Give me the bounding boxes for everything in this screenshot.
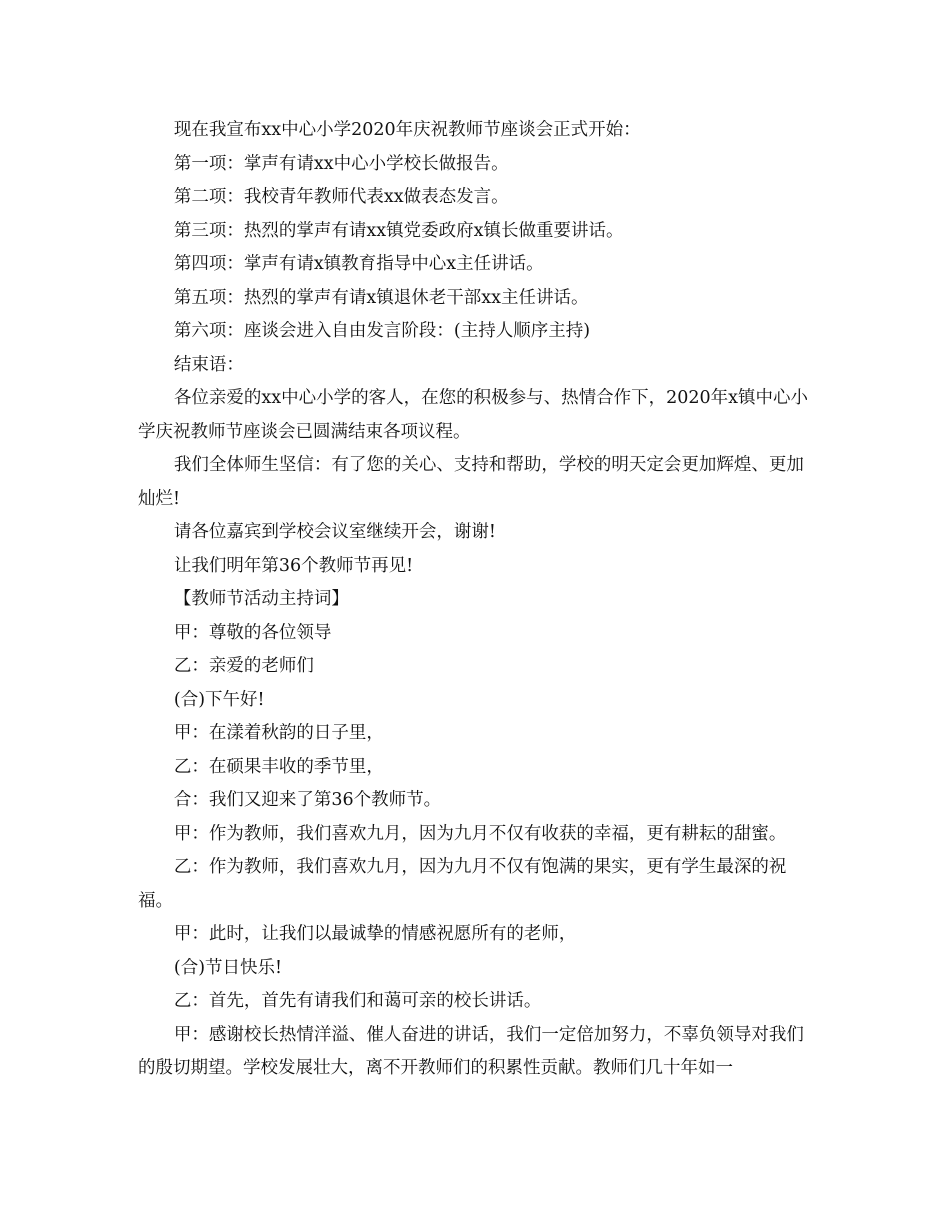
- paragraph-item-4: 第四项：掌声有请x镇教育指导中心x主任讲话。: [173, 254, 544, 274]
- dialogue-line: 乙：亲爱的老师们: [173, 656, 314, 676]
- dialogue-line: 甲：在漾着秋韵的日子里，: [173, 723, 384, 743]
- dialogue-line: 合：我们又迎来了第36个教师节。: [173, 790, 442, 810]
- dialogue-line: 乙：作为教师，我们喜欢九月，因为九月不仅有饱满的果实，更有学生最深的祝福。: [138, 857, 787, 911]
- paragraph-opening: 现在我宣布xx中心小学2020年庆祝教师节座谈会正式开始：: [173, 120, 641, 140]
- dialogue-line: 乙：在硕果丰收的季节里，: [173, 756, 384, 777]
- dialogue-line: 甲：此时，让我们以最诚挚的情感祝愿所有的老师，: [173, 924, 577, 944]
- paragraph-closing-guests: 各位亲爱的xx中心小学的客人，在您的积极参与、热情合作下，2020年x镇中心小学庆祝教师节座谈会已圆满结束各项议程。: [138, 388, 809, 442]
- paragraph-item-2: 第二项：我校青年教师代表xx做表态发言。: [173, 187, 509, 207]
- dialogue-line: 乙：首先，首先有请我们和蔼可亲的校长讲话。: [173, 991, 542, 1011]
- paragraph-item-6: 第六项：座谈会进入自由发言阶段：(主持人顺序主持): [173, 321, 591, 341]
- dialogue-line: (合)下午好!: [173, 689, 265, 710]
- section-heading: 【教师节活动主持词】: [173, 589, 349, 609]
- dialogue-line: 甲：感谢校长热情洋溢、催人奋进的讲话，我们一定倍加努力，不辜负领导对我们的殷切期望。学校发展壮大，离不开教师们的积累性贡献。教师们几十年如一: [138, 1024, 804, 1078]
- paragraph-item-3: 第三项：热烈的掌声有请xx镇党委政府x镇长做重要讲话。: [173, 220, 624, 241]
- paragraph-closing-invite: 请各位嘉宾到学校会议室继续开会，谢谢!: [173, 522, 496, 542]
- document-body: [138, 114, 818, 1086]
- dialogue-line: (合)节日快乐!: [173, 957, 283, 978]
- paragraph-closing-farewell: 让我们明年第36个教师节再见!: [173, 555, 414, 576]
- dialogue-line: 甲：尊敬的各位领导: [173, 622, 332, 643]
- paragraph-closing-belief: 我们全体师生坚信：有了您的关心、支持和帮助，学校的明天定会更加辉煌、更加灿烂!: [138, 455, 804, 509]
- paragraph-closing-heading: 结束语：: [173, 354, 244, 375]
- paragraph-item-5: 第五项：热烈的掌声有请x镇退休老干部xx主任讲话。: [173, 287, 589, 308]
- paragraph-item-1: 第一项：掌声有请xx中心小学校长做报告。: [173, 153, 509, 174]
- dialogue-line: 甲：作为教师，我们喜欢九月，因为九月不仅有收获的幸福，更有耕耘的甜蜜。: [173, 823, 787, 844]
